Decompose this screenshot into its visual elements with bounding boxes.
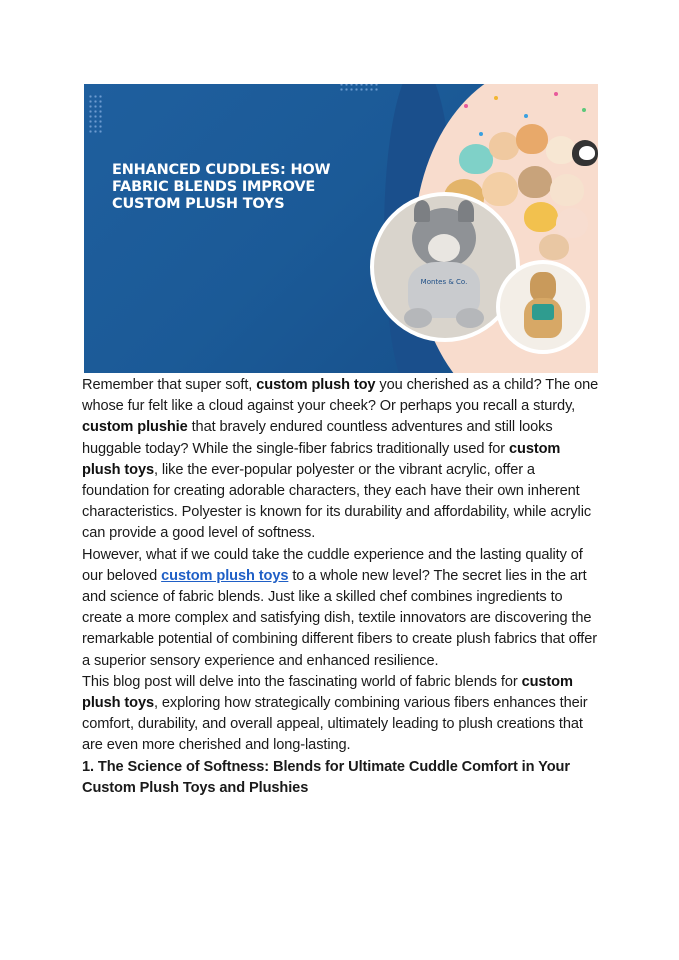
banner-title: ENHANCED CUDDLES: HOW FABRIC BLENDS IMPROVE CUSTOM PLUSH TOYS [112,162,331,212]
text-run: you cherished as a child? The one whose fur felt like a cloud against your cheek? Or perhaps you recall a sturdy, [82,377,599,415]
text-run: that bravely endured countless adventures and still looks huggable today? While the single-fiber fabrics traditionally used for [82,419,553,457]
bold-keyword: custom plush toys [82,440,561,478]
custom-plush-toys-link[interactable]: custom plush toys [161,567,289,584]
dot-pattern [88,94,102,134]
text-run: This blog post will delve into the fascinating world of fabric blends for [82,673,522,690]
second-paragraph [82,545,602,672]
text-run: , exploring how strategically combining various fibers enhances their comfort, durability, and overall appeal, ultimately leading to plush creations that are even more cherished and long-lasting. [82,695,588,754]
text-run: Remember that super soft, [82,377,257,393]
text-run: to a whole new level? The secret lies in the art and science of fabric blends. Just like a skilled chef combines ingredients to create a more complex and satisfying dish, textile innovators are discovering the remarkable potential of combining different fibers to create plush fabrics that offer a superior sensory experience and enhanced resilience. [82,567,598,669]
text-run: , like the ever-popular polyester or the vibrant acrylic, offer a foundation for creating adorable characters, they each have their own inherent characteristics. Polyester is known for its durability and affordability, while acrylic can provide a good level of softness. [82,461,592,542]
text-run: However, what if we could take the cuddle experience and the lasting quality of our beloved [82,546,583,584]
section-heading: 1. The Science of Softness: Blends for Ultimate Cuddle Comfort in Your Custom Plush Toys and Plushies [82,758,570,796]
secondary-plush-circle [496,260,590,354]
dot-pattern [339,84,379,92]
hero-banner [84,84,598,373]
plush-shirt-text: Montes & Co. [420,278,468,286]
bold-keyword: custom plush toys [82,673,573,712]
third-paragraph [82,672,602,757]
article-body [82,375,602,799]
intro-paragraph [82,375,602,545]
bold-keyword: custom plush toy [256,377,376,393]
bold-keyword: custom plushie [82,419,188,436]
